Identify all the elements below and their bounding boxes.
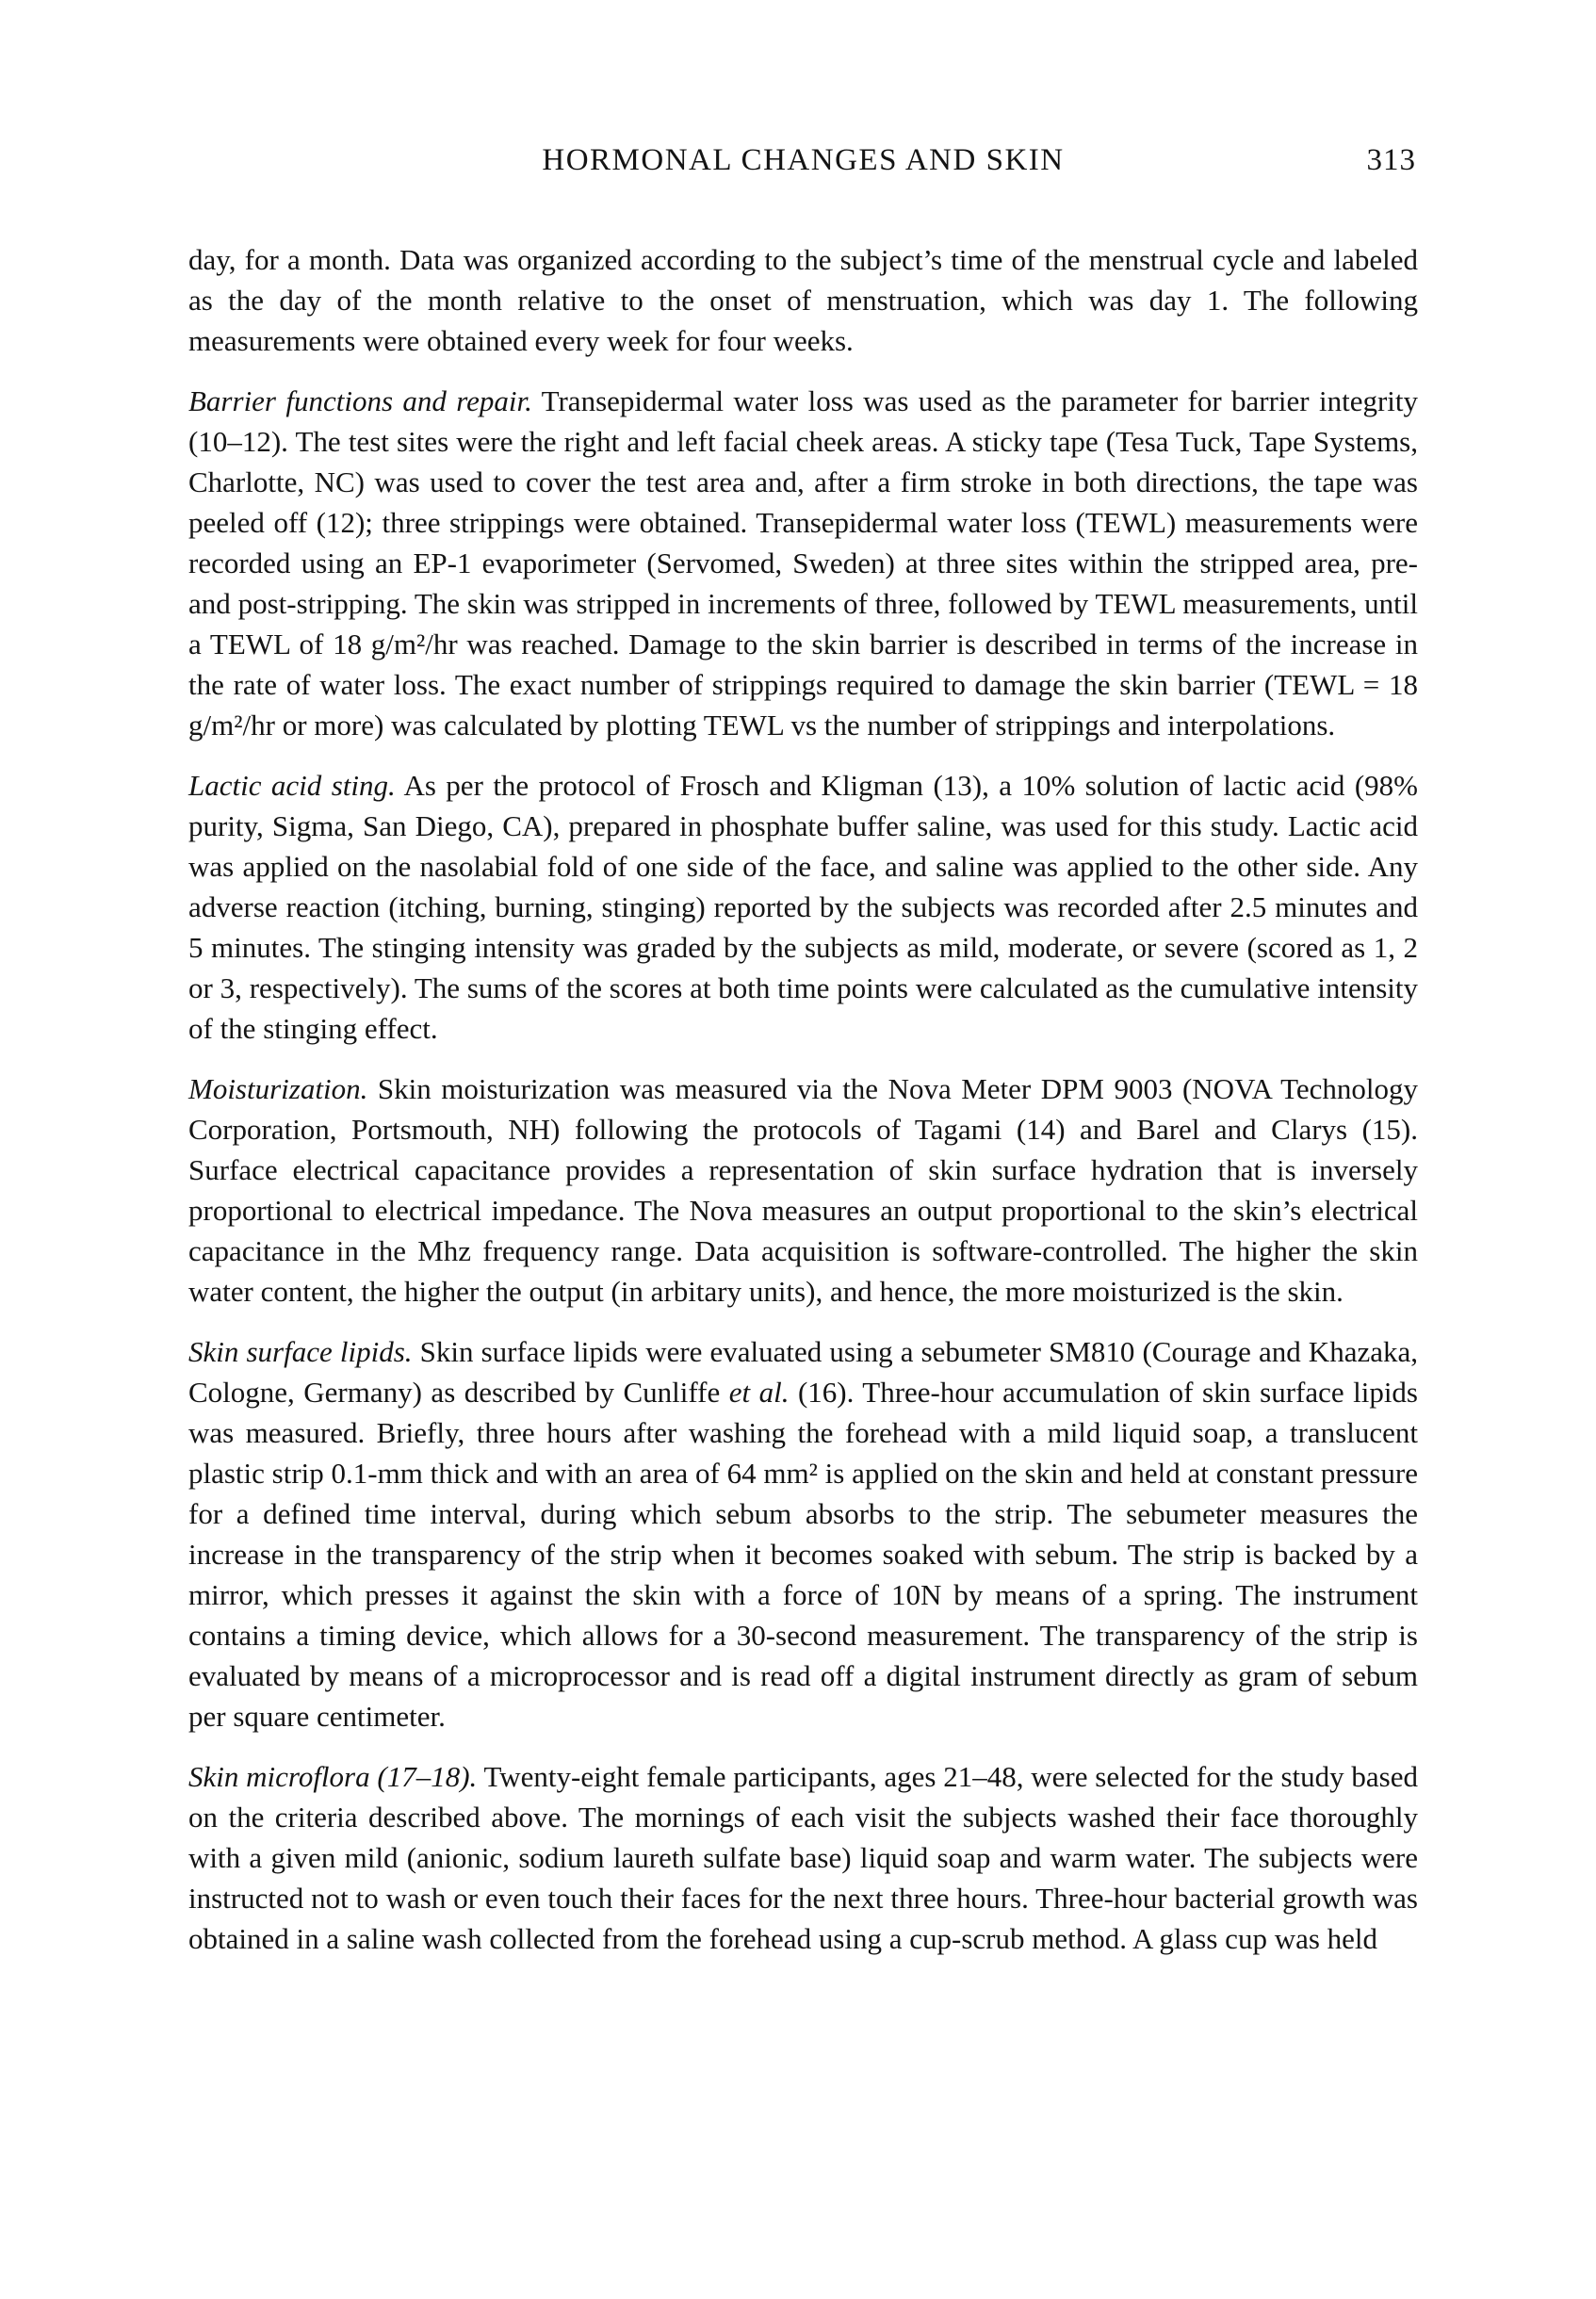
paragraph-text: day, for a month. Data was organized according to the subject’s time of the menstrual cycle and labeled as the day of the month relative to the onset of menstruation, which was day 1. The following measurements were obtained every week for four weeks. — [188, 243, 1418, 357]
paragraph-text: Skin moisturization was measured via the Nova Meter DPM 9003 (NOVA Technology Corporation, Portsmouth, NH) following the protocols of Tagami (14) and Barel and Clarys (15). Surface electrical capacitance provides a representation of skin surface hydration that is inversely proportional to electrical impedance. The Nova measures an output proportional to the skin’s electrical capacitance in the Mhz frequency range. Data acquisition is software-controlled. The higher the skin water content, the higher the output (in arbitary units), and hence, the more moisturized is the skin. — [188, 1072, 1418, 1308]
page-header — [188, 143, 1418, 187]
paragraph-lead-italic: Moisturization. — [188, 1072, 368, 1105]
running-head-title: HORMONAL CHANGES AND SKIN — [542, 143, 1065, 177]
paragraph-text: Twenty-eight female participants, ages 21–48, were selected for the study based on the criteria described above. The mornings of each visit the subjects washed their face thoroughly with a given mild (anionic, sodium laureth sulfate base) liquid soap and warm water. The subjects were instructed not to wash or even touch their faces for the next three hours. Three-hour bacterial growth was obtained in a saline wash collected from the forehead using a cup-scrub method. A glass cup was held — [188, 1760, 1419, 1955]
page-body — [188, 239, 1418, 1959]
body-paragraph — [188, 381, 1418, 745]
paragraph-lead-italic: Skin microflora (17–18). — [188, 1760, 478, 1793]
paragraph-text: As per the protocol of Frosch and Kligman (13), a 10% solution of lactic acid (98% purity, Sigma, San Diego, CA), prepared in phosphate buffer saline, was used for this study. Lactic acid was applied on the nasolabial fold of one side of the face, and saline was applied to the other side. Any adverse reaction (itching, burning, stinging) reported by the subjects was recorded after 2.5 minutes and 5 minutes. The stinging intensity was graded by the subjects as mild, moderate, or severe (scored as 1, 2 or 3, respectively). The sums of the scores at both time points were calculated as the cumulative intensity of the stinging effect. — [188, 769, 1418, 1045]
body-paragraph — [188, 1331, 1418, 1736]
body-paragraph — [188, 1068, 1418, 1312]
paragraph-text: Skin surface lipids were evaluated using a sebumeter SM810 (Courage and Khazaka, Cologne, Germany) as described by Cunliffe — [188, 1335, 1418, 1409]
paragraph-text: Transepidermal water loss was used as the parameter for barrier integrity (10–12). The test sites were the right and left facial cheek areas. A sticky tape (Tesa Tuck, Tape Systems, Charlotte, NC) was used to cover the test area and, after a firm stroke in both directions, the tape was peeled off (12); three strippings were obtained. Transepidermal water loss (TEWL) measurements were recorded using an EP-1 evaporimeter (Servomed, Sweden) at three sites within the stripped area, pre- and post-stripping. The skin was stripped in increments of three, followed by TEWL measurements, until a TEWL of 18 g/m²/hr was reached. Damage to the skin barrier is described in terms of the increase in the rate of water loss. The exact number of strippings required to damage the skin barrier (TEWL = 18 g/m²/hr or more) was calculated by plotting TEWL vs the number of strippings and interpolations. — [188, 384, 1419, 742]
paragraph-lead-italic: Lactic acid sting. — [188, 769, 396, 802]
body-paragraph — [188, 1756, 1418, 1959]
body-paragraph — [188, 765, 1418, 1049]
page-number: 313 — [1366, 143, 1416, 177]
paragraph-lead-italic: et al. — [728, 1376, 790, 1409]
paragraph-lead-italic: Skin surface lipids. — [188, 1335, 413, 1368]
paragraph-lead-italic: Barrier functions and repair. — [188, 384, 532, 417]
paragraph-text: (16). Three-hour accumulation of skin surface lipids was measured. Briefly, three hours after washing the forehead with a mild liquid soap, a translucent plastic strip 0.1-mm thick and with an area of 64 mm² is applied on the skin and held at constant pressure for a defined time interval, during which sebum absorbs to the strip. The sebumeter measures the increase in the transparency of the strip when it becomes soaked with sebum. The strip is backed by a mirror, which presses it against the skin with a force of 10N by means of a spring. The instrument contains a timing device, which allows for a 30-second measurement. The transparency of the strip is evaluated by means of a microprocessor and is read off a digital instrument directly as gram of sebum per square centimeter. — [188, 1376, 1418, 1733]
body-paragraph — [188, 239, 1418, 361]
